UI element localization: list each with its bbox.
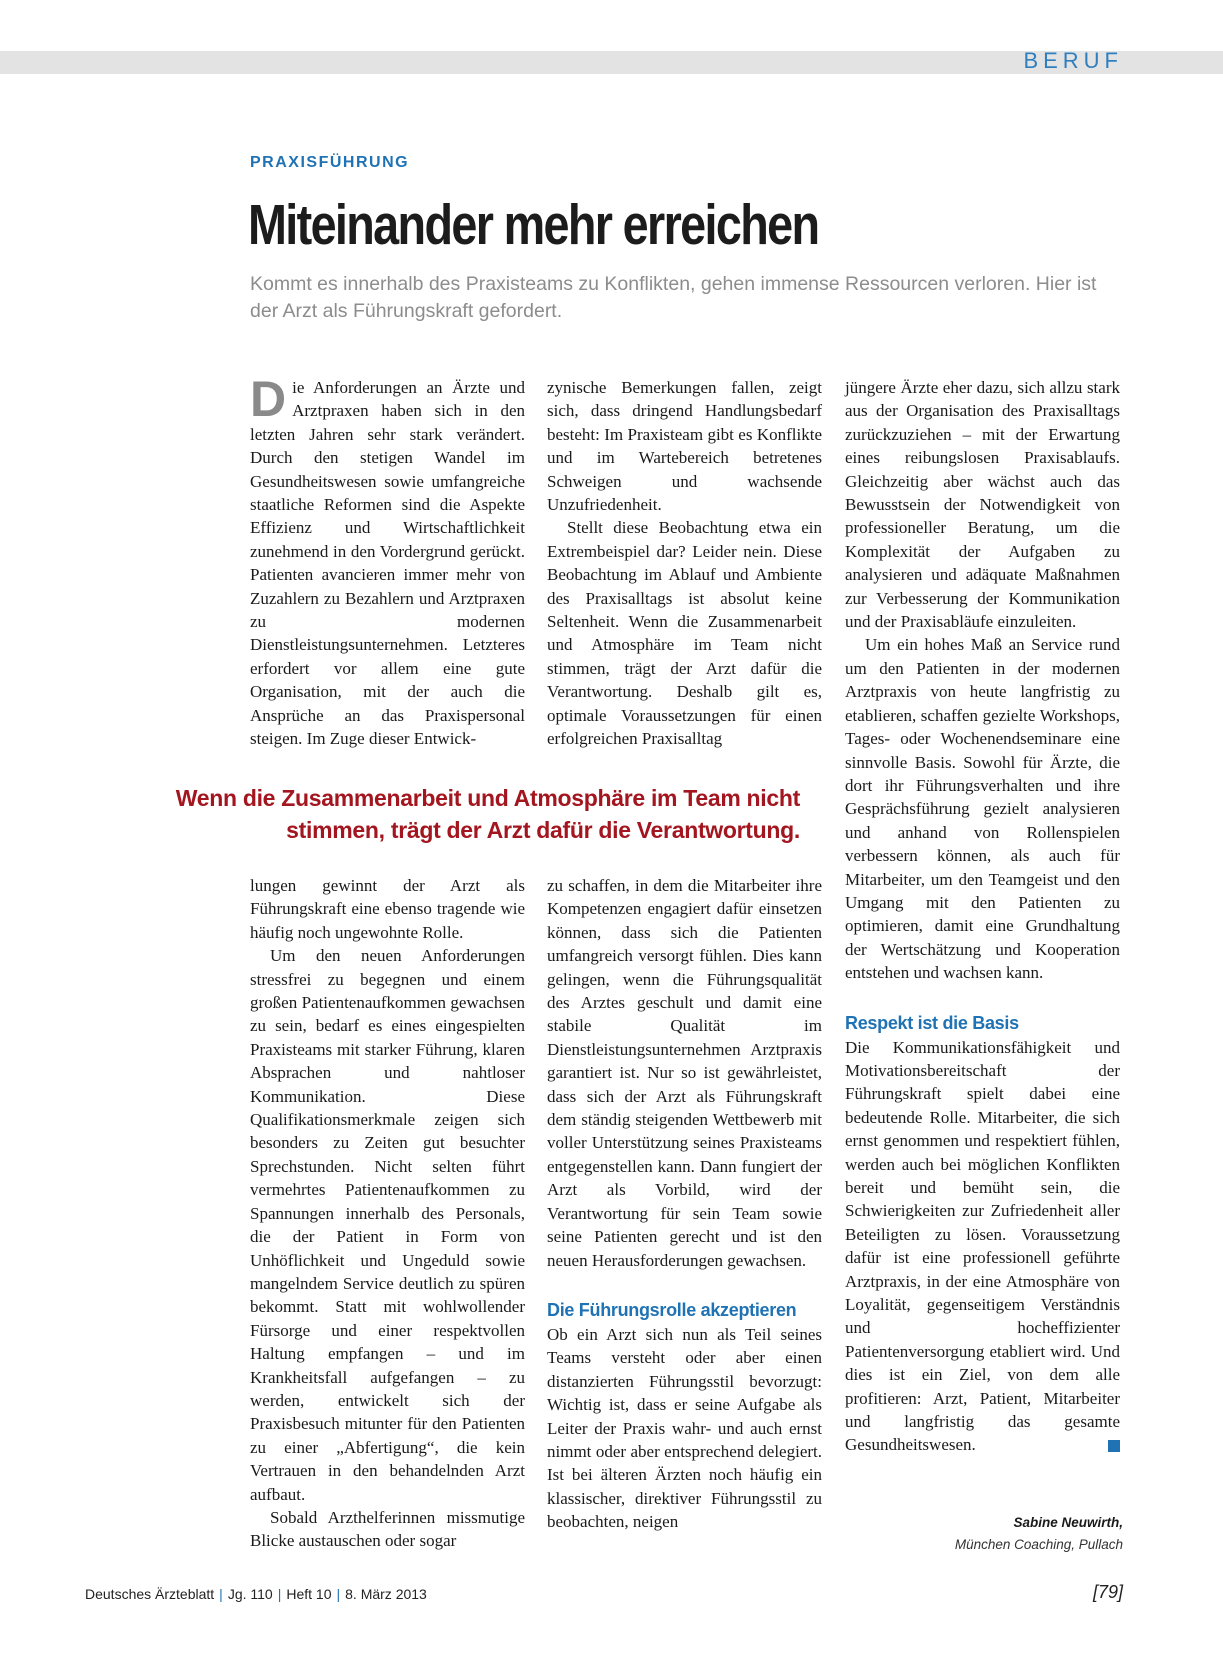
paragraph [250,371,525,751]
footer-citation [85,1584,427,1604]
paragraph: Ob ein Arzt sich nun als Teil seines Teams versteht oder aber einen distanzierten Führungsstil bevorzugt: Wichtig ist, dass er seine Aufgabe als Leiter der Praxis wahr- und auch ernst nimmt oder aber entsprechend delegiert. Ist bei älteren Ärzten noch häufig ein klassischer, direktiver Führungsstil zu beobachten, neigen [547,1324,822,1532]
separator: | [336,1586,341,1602]
paragraph: Um ein hohes Maß an Service rund um den Patienten in der modernen Arztpraxis von heute langfristig zu etablieren, schaffen gezielte Workshops, Tages- oder Wochenendseminare eine sinnvolle Basis. Sowohl für Ärzte, die dort ihr Führungsverhalten und ihre Gesprächsführung gezielt analysieren und anhand von Rollenspielen verbessern können, als auch für Mitarbeiter, um den Teamgeist und den Umgang mit den Patienten zu optimieren, damit eine Grundhaltung der Wertschätzung und Kooperation entstehen und wachsen kann. [845,635,1120,983]
separator: | [277,1586,282,1602]
paragraph: Sobald Arzthelferinnen missmutige Blicke austauschen oder sogar [250,1507,525,1551]
article-lead: Kommt es innerhalb des Praxisteams zu Konflikten, gehen immense Ressourcen verloren. Hier ist der Arzt als Führungskraft gefordert. [250,273,1097,322]
pull-quote: Wenn die Zusammenarbeit und Atmosphäre im Team nicht stimmen, trägt der Arzt dafür die Verantwortung. [175,785,800,843]
paragraph-text: ie Anforderungen an Ärzte und Arztpraxen haben sich in den letzten Jahren sehr stark verändert. Durch den stetigen Wandel im Gesundheitswesen sowie umfangreiche staatliche Reformen sind die Aspekte Effizienz und Wirtschaftlichkeit zunehmend in den Vordergrund gerückt. Patienten avancieren immer mehr von Zuzahlern zu Bezahlern und Arztpraxen zu modernen Dienstleistungsunternehmen. Letzteres erfordert vor allem eine gute Organisation, mit der auch die Ansprüche an das Praxispersonal steigen. Im Zuge dieser Entwick- [250,378,525,749]
journal-name: Deutsches Ärzteblatt [85,1586,215,1602]
page-number: [79] [1092,1582,1123,1602]
subheading: Respekt ist die Basis [845,1012,1019,1033]
paragraph: zynische Bemerkungen fallen, zeigt sich, dass dringend Handlungsbedarf besteht: Im Praxisteam gibt es Konflikte und im Wartebereich betretenes Schweigen und wachsende Unzufriedenheit. [547,378,822,515]
issue: Heft 10 [286,1586,332,1602]
column-1-bottom [250,874,525,1553]
paragraph: zu schaffen, in dem die Mitarbeiter ihre Kompetenzen engagiert dafür einsetzen können, dass sich die Patienten umfangreich versorgt fühlen. Dies kann gelingen, wenn die Führungsqualität des Arztes geschult und damit eine stabile Qualität im Dienstleistungsunternehmen Arztpraxis garantiert ist. Nur so ist gewährleistet, dass sich der Arzt als Führungskraft dem ständig steigenden Wettbewerb mit voller Unterstützung seines Praxisteams entgegenstellen kann. Dann fungiert der Arzt als Vorbild, wird der Verantwortung für sein Team sowie seine Patienten gerecht und ist den neuen Herausforderungen gewachsen. [547,876,822,1270]
author-affiliation: München Coaching, Pullach [954,1537,1123,1552]
column-1-top [250,371,525,751]
volume: Jg. 110 [227,1586,273,1602]
paragraph-text: Die Kommunikationsfähigkeit und Motivationsbereitschaft der Führungskraft spielt dabei eine bedeutende Rolle. Mitarbeiter, die sich ernst genommen und respektiert fühlen, werden auch bei möglichen Konflikten bereit und bemüht sein, die Schwierigkeiten zur Zufriedenheit aller Beteiligten zu lösen. Voraussetzung dafür ist eine professionell geführte Arztpraxis, in der eine Atmosphäre von Loyalität, gegenseitigem Verständnis und hocheffizienter Patientenversorgung etabliert wird. Und dies ist ein Ziel, von dem alle profitieren: Arzt, Patient, Mitarbeiter und langfristig das gesamte Gesundheitswesen. [845,1037,1120,1455]
paragraph: jüngere Ärzte eher dazu, sich allzu stark aus der Organisation des Praxisalltags zurückzuziehen – mit der Erwartung eines reibungslosen Praxisablaufs. Gleichzeitig aber wächst auch das Bewusstsein der Notwendigkeit von professioneller Beratung, um die Komplexität der Aufgaben zu analysieren und adäquate Maßnahmen zur Verbesserung der Kommunikation und der Praxisabläufe einzuleiten. [845,378,1120,632]
separator: | [219,1586,223,1602]
paragraph: Um den neuen Anforderungen stressfrei zu begegnen und einem großen Patientenaufkommen gewachsen zu sein, bedarf es eines eingespielten Praxisteams mit starker Führung, klaren Absprachen und nahtloser Kommunikation. Diese Qualifikationsmerkmale zeigen sich besonders zu Zeiten gut besuchter Sprechstunden. Nicht selten führt vermehrtes Patientenaufkommen zu Spannungen innerhalb des Personals, die der Patient in Form von Unhöflichkeit und Ungeduld sowie mangelndem Service deutlich zu spüren bekommt. Statt mit wohlwollender Fürsorge und einer respektvollen Haltung empfangen – und im Krankheitsfall aufgefangen – zu werden, entwickelt sich der Praxisbesuch mitunter für den Patienten zu einer „Abfertigung“, die kein Vertrauen in den behandelnden Arzt aufbaut. [250,946,525,1504]
column-2-bottom [547,874,822,1534]
paragraph [845,1036,1120,1457]
paragraph: lungen gewinnt der Arzt als Führungskraft eine ebenso tragende wie häufig noch ungewohnte Rolle. [250,876,525,942]
end-mark-icon [1108,1440,1120,1452]
subheading: Die Führungsrolle akzeptieren [547,1299,797,1320]
article-headline: Miteinander mehr erreichen [248,193,819,257]
column-3 [845,376,1120,1457]
section-label: BERUF [1023,48,1123,73]
issue-date: 8. März 2013 [345,1586,427,1602]
author-name: Sabine Neuwirth, [1013,1515,1123,1530]
column-2-top [547,376,822,751]
drop-cap: D [250,371,287,427]
paragraph: Stellt diese Beobachtung etwa ein Extrembeispiel dar? Leider nein. Diese Beobachtung im Ablauf und Ambiente des Praxisalltags ist absolut keine Seltenheit. Wenn die Zusammenarbeit und Atmosphäre im Team nicht stimmen, trägt der Arzt dafür die Verantwortung. Deshalb gilt es, optimale Voraussetzungen für einen erfolgreichen Praxisalltag [547,518,822,749]
article-kicker: PRAXISFÜHRUNG [250,154,410,171]
